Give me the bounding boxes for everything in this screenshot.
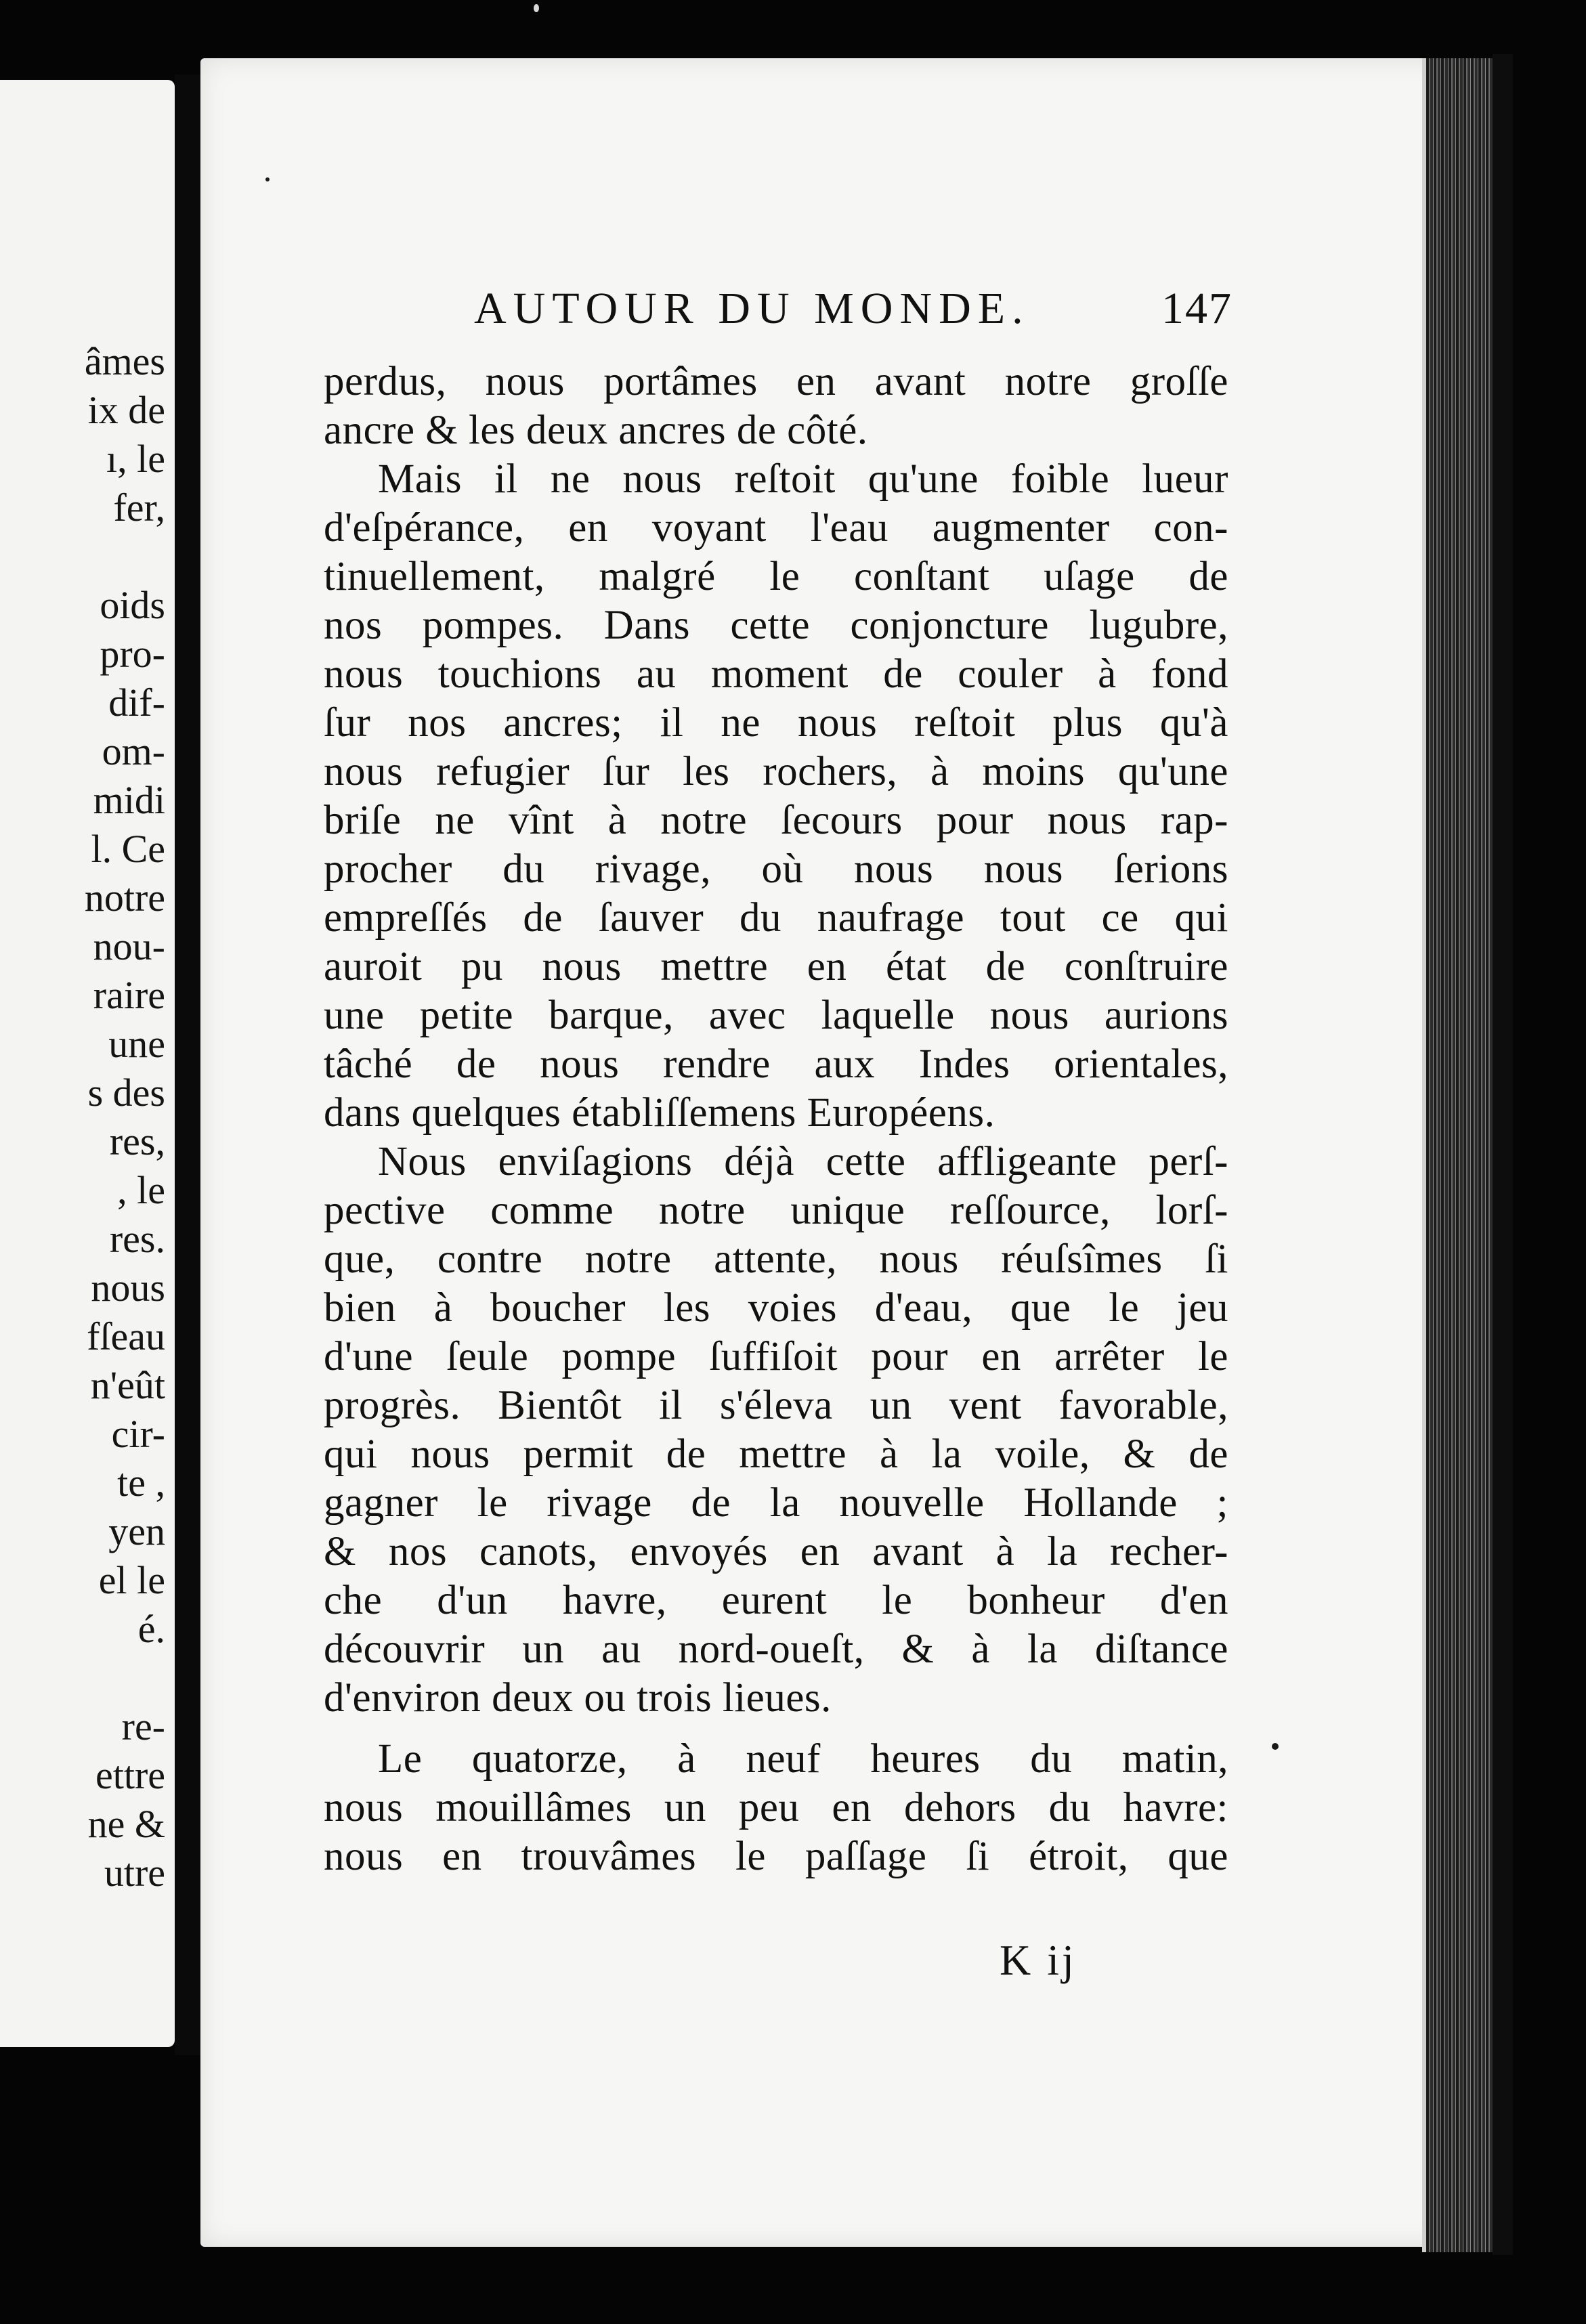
facing-page-line: s des	[87, 1071, 165, 1115]
facing-page-line: el le	[98, 1558, 165, 1602]
text-line: Le quatorze, à neuf heures du matin,	[378, 1736, 1228, 1782]
text-line: que, contre notre attente, nous réuſsîmes ſi	[324, 1236, 1228, 1282]
facing-page-line: ne &	[87, 1802, 165, 1846]
text-line: d'une ſeule pompe ſuffiſoit pour en arrêter le	[324, 1334, 1228, 1379]
text-line: tâché de nous rendre aux Indes orientales,	[324, 1041, 1228, 1087]
facing-page-line: yen	[108, 1509, 165, 1553]
facing-page-line: , le	[117, 1168, 165, 1212]
facing-page-line: te ,	[117, 1461, 165, 1505]
facing-page-line: é.	[137, 1607, 165, 1651]
text-line: qui nous permit de mettre à la voile, & de	[324, 1432, 1228, 1477]
facing-page-line: utre	[104, 1851, 165, 1895]
facing-page-line: ettre	[95, 1753, 165, 1797]
text-line: ancre & les deux ancres de côté.	[324, 408, 868, 453]
text-line: pective comme notre unique reſſource, lorſ-	[324, 1188, 1228, 1233]
facing-page-line: nous	[91, 1266, 165, 1310]
facing-page	[0, 80, 175, 2047]
text-line: empreſſés de ſauver du naufrage tout ce qui	[324, 895, 1228, 941]
text-line: ſur nos ancres; il ne nous reſtoit plus qu'à	[324, 700, 1228, 746]
text-line: auroit pu nous mettre en état de conſtruire	[324, 944, 1228, 989]
text-line: nous en trouvâmes le paſſage ſi étroit, que	[324, 1834, 1228, 1879]
text-line: progrès. Bientôt il s'éleva un vent favorable,	[324, 1383, 1228, 1428]
text-line: procher du rivage, où nous nous ſerions	[324, 846, 1228, 892]
facing-page-line: re-	[121, 1704, 165, 1748]
facing-page-line: raire	[93, 973, 165, 1017]
facing-page-line: dif-	[108, 681, 165, 725]
body-text	[324, 358, 1228, 1881]
facing-page-line: nou-	[93, 924, 165, 968]
text-line: briſe ne vînt à notre ſecours pour nous rap-	[324, 798, 1228, 843]
facing-page-line: âmes	[84, 339, 165, 383]
ink-speck	[1272, 1743, 1279, 1750]
text-line: dans quelques établiſſemens Européens.	[324, 1090, 995, 1136]
running-title: AUTOUR DU MONDE.	[474, 284, 1030, 333]
page-number: 147	[1161, 284, 1233, 333]
facing-page-line: res.	[109, 1217, 165, 1261]
paragraph-gap	[324, 1723, 1228, 1735]
text-line: nous mouillâmes un peu en dehors du havre:	[324, 1785, 1228, 1830]
ink-speck	[265, 177, 270, 181]
facing-page-line: une	[108, 1022, 165, 1066]
running-head	[474, 283, 1246, 344]
text-line: Nous enviſagions déjà cette affligeante perſ-	[378, 1139, 1228, 1184]
text-line: une petite barque, avec laquelle nous aurions	[324, 993, 1228, 1038]
facing-page-line: n'eût	[90, 1363, 165, 1407]
facing-page-line: ix de	[87, 388, 165, 432]
facing-page-line: notre	[84, 876, 165, 920]
facing-page-line: l. Ce	[91, 827, 165, 871]
text-line: perdus, nous portâmes en avant notre groſſe	[324, 359, 1228, 404]
text-line: Mais il ne nous reſtoit qu'une foible lueur	[378, 456, 1228, 502]
facing-page-line: oids	[100, 583, 165, 627]
text-line: tinuellement, malgré le conſtant uſage de	[324, 554, 1228, 599]
text-line: gagner le rivage de la nouvelle Hollande ;	[324, 1480, 1228, 1526]
facing-page-line: fſeau	[87, 1314, 165, 1358]
facing-page-line: cir-	[111, 1412, 165, 1456]
text-line: découvrir un au nord-oueſt, & à la diſtance	[324, 1627, 1228, 1672]
text-line: & nos canots, envoyés en avant à la recher-	[324, 1529, 1228, 1574]
page-edges	[1422, 58, 1497, 2252]
text-line: nous refugier ſur les rochers, à moins qu'une	[324, 749, 1228, 794]
facing-page-line: res,	[109, 1119, 165, 1163]
page-edges-shadow	[1493, 54, 1513, 2255]
facing-page-line: pro-	[100, 632, 165, 676]
book-gutter	[175, 74, 200, 2055]
ink-speck	[534, 4, 539, 12]
text-line: nous touchions au moment de couler à fond	[324, 651, 1228, 697]
facing-page-line: fer,	[113, 486, 165, 530]
text-line: nos pompes. Dans cette conjoncture lugubre,	[324, 603, 1228, 648]
text-line: d'eſpérance, en voyant l'eau augmenter con-	[324, 505, 1228, 551]
signature-mark: K ij	[1000, 1936, 1077, 1984]
facing-page-line: midi	[93, 778, 165, 822]
text-line: bien à boucher les voies d'eau, que le jeu	[324, 1285, 1228, 1331]
text-line: che d'un havre, eurent le bonheur d'en	[324, 1578, 1228, 1623]
facing-page-line: ı, le	[106, 437, 165, 481]
text-line: d'environ deux ou trois lieues.	[324, 1675, 832, 1721]
facing-page-line: om-	[102, 729, 165, 773]
